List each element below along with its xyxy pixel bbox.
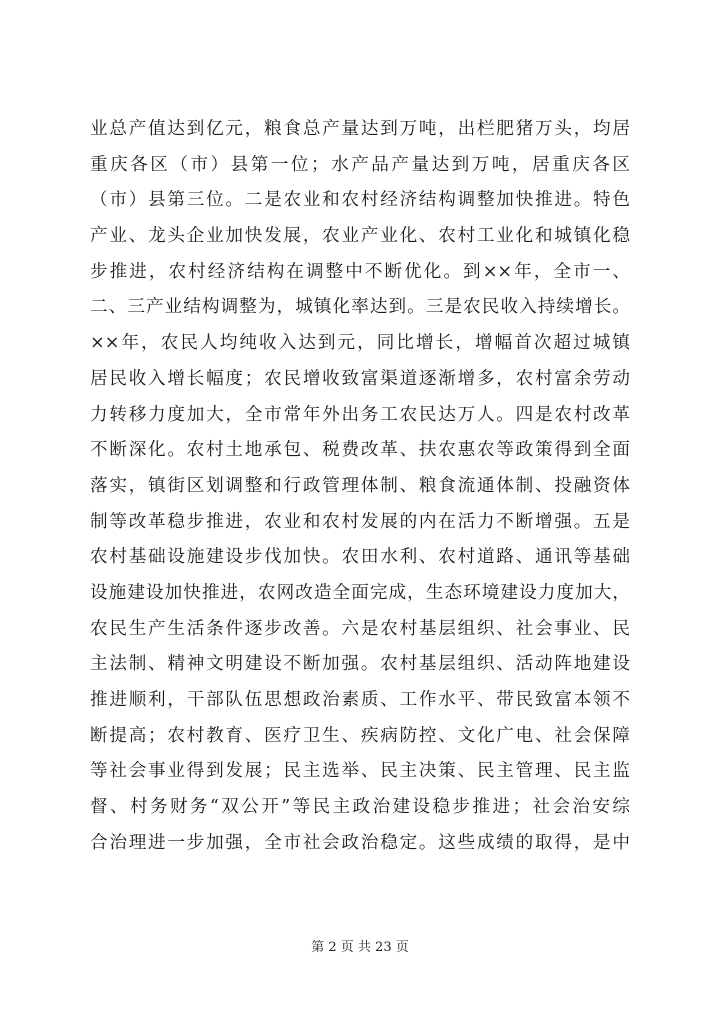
text-line: 力转移力度加大，全市常年外出务工农民达万人。四是农村改革 bbox=[90, 404, 630, 425]
text-line: 不断深化。农村土地承包、税费改革、扶农惠农等政策得到全面 bbox=[90, 440, 630, 461]
text-line: 步推进，农村经济结构在调整中不断优化。到××年，全市一、 bbox=[90, 261, 630, 282]
text-line: 重庆各区（市）县第一位；水产品产量达到万吨，居重庆各区 bbox=[90, 154, 630, 175]
page-number-footer: 第 2 页 共 23 页 bbox=[311, 940, 409, 955]
text-line: 督、村务财务“双公开”等民主政治建设稳步推进；社会治安综 bbox=[90, 797, 630, 818]
text-line: 农民生产生活条件逐步改善。六是农村基层组织、社会事业、民 bbox=[90, 618, 630, 639]
text-line: ××年，农民人均纯收入达到元，同比增长，增幅首次超过城镇 bbox=[90, 333, 630, 354]
text-line: 落实，镇街区划调整和行政管理体制、粮食流通体制、投融资体 bbox=[90, 475, 630, 496]
text-line: 二、三产业结构调整为，城镇化率达到。三是农民收入持续增长。 bbox=[90, 297, 630, 318]
text-line: 设施建设加快推进，农网改造全面完成，生态环境建设力度加大， bbox=[90, 582, 630, 603]
body-paragraph bbox=[90, 112, 630, 861]
text-line: 业总产值达到亿元，粮食总产量达到万吨，出栏肥猪万头，均居 bbox=[90, 119, 630, 139]
text-line: 等社会事业得到发展；民主选举、民主决策、民主管理、民主监 bbox=[90, 761, 630, 782]
text-line: 断提高；农村教育、医疗卫生、疾病防控、文化广电、社会保障 bbox=[90, 725, 630, 746]
text-line: 产业、龙头企业加快发展，农业产业化、农村工业化和城镇化稳 bbox=[90, 226, 630, 247]
text-line: 合治理进一步加强，全市社会政治稳定。这些成绩的取得，是中 bbox=[90, 832, 630, 853]
text-line: 农村基础设施建设步伐加快。农田水利、农村道路、通讯等基础 bbox=[90, 547, 630, 568]
text-line: （市）县第三位。二是农业和农村经济结构调整加快推进。特色 bbox=[90, 190, 630, 211]
text-line: 主法制、精神文明建设不断加强。农村基层组织、活动阵地建设 bbox=[90, 654, 630, 675]
text-line: 居民收入增长幅度；农民增收致富渠道逐渐增多，农村富余劳动 bbox=[90, 368, 630, 389]
text-line: 推进顺利，干部队伍思想政治素质、工作水平、带民致富本领不 bbox=[90, 690, 630, 710]
text-line: 制等改革稳步推进，农业和农村发展的内在活力不断增强。五是 bbox=[90, 511, 630, 532]
